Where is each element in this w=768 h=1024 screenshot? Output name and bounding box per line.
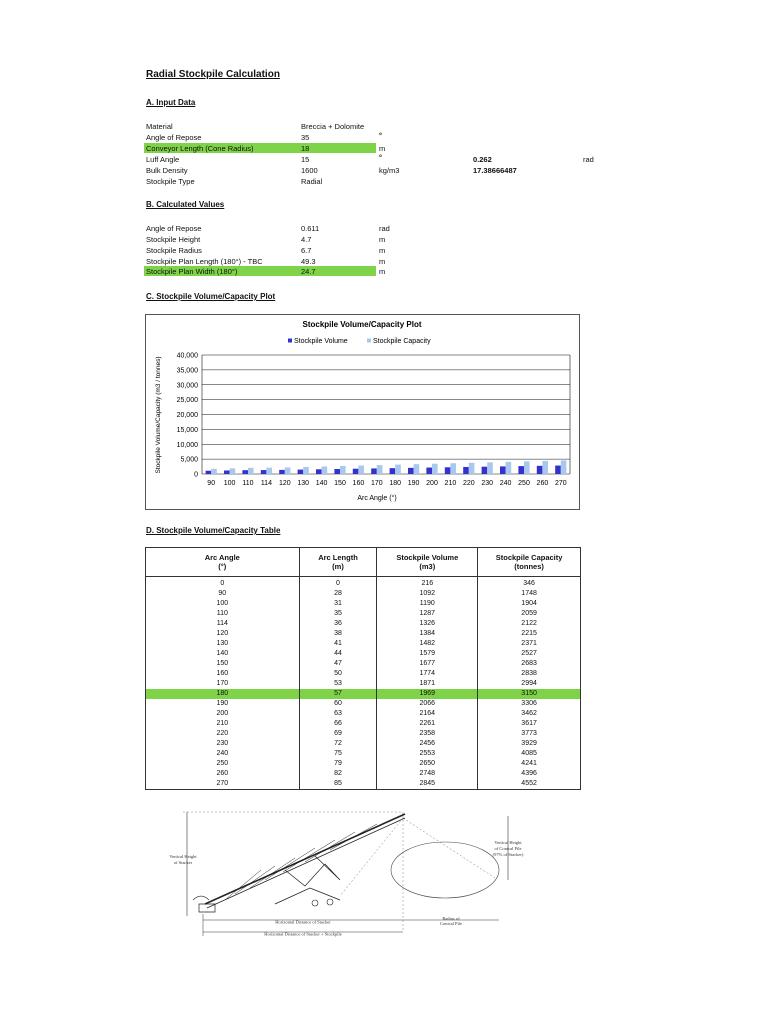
calc-label: Stockpile Radius [146,246,202,255]
table-cell: 1969 [377,689,478,699]
section-c-heading: C. Stockpile Volume/Capacity Plot [146,292,276,301]
header-stockpile-capacity [478,548,581,577]
calc-value: 49.3 [301,257,316,266]
legend-label-volume: Stockpile Volume [294,338,348,345]
table-row [146,669,581,679]
chart-x-axis-label: Arc Angle (°) [357,495,397,502]
header-arc-length [299,548,377,577]
bulk-density-extra-value: 17.38666487 [473,166,517,175]
table-cell: 38 [299,629,377,639]
chart-x-tick-label: 110 [242,480,254,487]
table-cell: 3617 [478,719,581,729]
table-row [146,729,581,739]
table-cell: 114 [146,619,300,629]
chart-x-tick-label: 114 [260,480,272,487]
table-cell: 3150 [478,689,581,699]
table-row [146,739,581,749]
chart-x-tick-label: 100 [223,480,236,487]
input-unit: kg/m3 [379,166,400,175]
section-b-heading: B. Calculated Values [146,200,225,209]
bar-stockpile-capacity [487,462,493,474]
label-horizontal-total: Horizontal Distance of Stacker + Stockpile [264,931,342,937]
input-value: 18 [301,144,310,153]
stacker-diagram [165,808,535,944]
chart-x-tick-label: 220 [462,480,475,487]
table-row [146,769,581,779]
chart-x-tick-label: 230 [481,480,494,487]
table-cell: 1579 [377,649,478,659]
chart-x-tick-label: 200 [426,480,438,487]
table-cell: 2215 [478,629,581,639]
chart-x-tick-label: 240 [499,480,512,487]
table-cell: 2527 [478,649,581,659]
bar-stockpile-capacity [211,469,217,474]
pile-right-edge [403,818,495,878]
table-cell: 2122 [478,619,581,629]
chart-x-tick-label: 250 [518,480,530,487]
table-row [146,699,581,709]
input-value: 15 [301,155,310,164]
chart-x-tick-label: 170 [370,480,383,487]
calc-value: 6.7 [301,246,312,255]
table-cell: 250 [146,759,300,769]
chart-y-tick-label: 20,000 [176,412,198,419]
table-cell: 50 [299,669,377,679]
calc-label: Stockpile Plan Length (180°) - TBC [146,257,263,266]
label-radius: Conical Pile [439,921,463,926]
label-radius: Radius of [442,916,460,921]
calc-value: 0.611 [301,224,320,233]
table-cell: 57 [299,689,377,699]
table-cell: 210 [146,719,300,729]
table-cell: 1774 [377,669,478,679]
bar-stockpile-capacity [358,466,364,474]
legend-swatch-capacity [367,339,371,343]
label-pile-height: Vertical Height [494,840,522,845]
table-cell: 160 [146,669,300,679]
table-cell: 190 [146,699,300,709]
input-label: Stockpile Type [146,177,195,186]
table-cell: 72 [299,739,377,749]
table-row [146,599,581,609]
table-cell: 3929 [478,739,581,749]
bar-stockpile-capacity [414,464,420,474]
bar-stockpile-volume [224,470,230,474]
table-cell: 2164 [377,709,478,719]
input-label: Conveyor Length (Cone Radius) [146,144,254,153]
input-unit: ° [379,153,382,162]
calc-label: Stockpile Height [146,235,201,244]
table-row [146,577,581,590]
table-cell: 2683 [478,659,581,669]
table-cell: 1384 [377,629,478,639]
bar-stockpile-capacity [377,465,383,474]
chart-x-tick-label: 90 [207,480,216,487]
table-cell: 2456 [377,739,478,749]
table-cell: 36 [299,619,377,629]
chart-legend [288,338,431,345]
table-cell: 0 [299,577,377,590]
table-cell: 2066 [377,699,478,709]
table-cell: 1871 [377,679,478,689]
page-title: Radial Stockpile Calculation [146,69,280,80]
table-cell: 260 [146,769,300,779]
bar-stockpile-capacity [450,463,456,474]
chart-y-axis-label: Stockpile Volume/Capacity (m3 / tonnes) [155,356,162,474]
table-cell: 2261 [377,719,478,729]
table-cell: 100 [146,599,300,609]
table-cell: 90 [146,589,300,599]
chart-svg [146,315,579,509]
table-row [146,679,581,689]
table-cell: 3306 [478,699,581,709]
table-cell: 2059 [478,609,581,619]
table-row [146,619,581,629]
header-stockpile-volume [377,548,478,577]
table-cell: 2994 [478,679,581,689]
bar-stockpile-capacity [469,463,475,474]
table-cell: 44 [299,649,377,659]
calc-unit: m [379,235,386,244]
chart-x-tick-label: 120 [278,480,291,487]
table-row [146,649,581,659]
table-cell: 2371 [478,639,581,649]
header-line: Stockpile Capacity [495,553,563,562]
table-cell: 63 [299,709,377,719]
chart-title: Stockpile Volume/Capacity Plot [302,320,422,329]
input-value: Breccia + Dolomite [301,122,365,131]
table-cell: 1092 [377,589,478,599]
input-label: Material [146,122,173,131]
chart-y-tick-label: 40,000 [176,352,198,360]
chart-y-tick-label: 35,000 [176,367,198,375]
input-value: 35 [301,133,310,142]
table-cell: 79 [299,759,377,769]
table-cell: 346 [478,577,581,590]
label-horizontal-stacker: Horizontal Distance of Stacker [275,919,331,925]
input-value: 1600 [301,166,318,175]
table-row [146,689,581,699]
table-cell: 216 [377,577,478,590]
bar-stockpile-capacity [432,464,438,474]
bar-stockpile-volume [206,471,212,474]
table-cell: 120 [146,629,300,639]
table-cell: 130 [146,639,300,649]
header-line: Stockpile Volume [396,553,459,562]
calc-label: Angle of Repose [146,224,202,233]
table-cell: 110 [146,609,300,619]
table-cell: 28 [299,589,377,599]
table-cell: 180 [146,689,300,699]
table-header-row [146,548,581,577]
bar-stockpile-volume [463,467,469,474]
table-cell: 150 [146,659,300,669]
bar-stockpile-capacity [506,462,512,474]
table-cell: 4396 [478,769,581,779]
table-row [146,709,581,719]
bar-stockpile-volume [555,466,561,474]
bar-stockpile-capacity [266,468,272,474]
table-cell: 2553 [377,749,478,759]
bar-stockpile-volume [353,469,359,474]
header-line: (°) [218,562,227,571]
table-row [146,719,581,729]
chart-x-ticks [207,480,566,487]
legend-swatch-volume [288,339,292,343]
volume-capacity-table [145,547,581,790]
table-row [146,609,581,619]
calc-unit: m [379,267,386,276]
chart-y-tick-label: 10,000 [176,441,198,449]
chart-x-tick-label: 140 [315,480,328,487]
calc-unit: m [379,246,386,255]
bar-stockpile-volume [445,467,451,474]
table-cell: 1748 [478,589,581,599]
bar-stockpile-volume [537,466,543,474]
section-a-heading: A. Input Data [146,98,196,107]
input-label: Bulk Density [146,166,188,175]
bar-stockpile-volume [482,467,488,474]
table-cell: 1904 [478,599,581,609]
label-pile-height: of Conical Pile [494,846,522,851]
luff-angle-rad-value: 0.262 [473,155,492,164]
table-cell: 2845 [377,779,478,790]
table-cell: 2358 [377,729,478,739]
table-cell: 0 [146,577,300,590]
table-cell: 4241 [478,759,581,769]
table-cell: 53 [299,679,377,689]
table-cell: 1326 [377,619,478,629]
table-row [146,589,581,599]
table-row [146,629,581,639]
header-line: (m3) [419,562,436,571]
section-d-heading: D. Stockpile Volume/Capacity Table [146,526,281,535]
bar-stockpile-volume [518,466,524,474]
chart-gridlines [202,355,570,474]
chart-x-tick-label: 190 [407,480,420,487]
table-cell: 2838 [478,669,581,679]
table-cell: 2748 [377,769,478,779]
bar-stockpile-volume [390,468,396,474]
input-unit: m [379,144,386,153]
calc-unit: rad [379,224,390,233]
table-cell: 1677 [377,659,478,669]
luff-angle-rad-unit: rad [583,155,594,164]
table-cell: 4552 [478,779,581,790]
chart-y-tick-label: 30,000 [176,382,198,390]
table-cell: 140 [146,649,300,659]
table-row [146,659,581,669]
table-cell: 2650 [377,759,478,769]
table-cell: 170 [146,679,300,689]
table-row [146,759,581,769]
table-cell: 1482 [377,639,478,649]
bar-stockpile-capacity [303,467,309,474]
input-label: Luff Angle [146,155,180,164]
header-line: Arc Angle [204,553,240,562]
bar-stockpile-capacity [561,460,567,474]
chart-y-tick-label: 0 [194,471,198,479]
table-body [146,577,581,790]
chart-y-ticks [177,353,199,479]
label-vertical-height: Vertical Height [169,854,197,859]
bar-stockpile-capacity [524,461,530,474]
table-cell: 240 [146,749,300,759]
calc-value: 4.7 [301,235,312,244]
table-cell: 66 [299,719,377,729]
table-cell: 75 [299,749,377,759]
header-line: Arc Length [318,553,358,562]
stacker-conveyor [193,814,405,912]
chart-x-tick-label: 160 [352,480,365,487]
table-row [146,779,581,790]
calc-unit: m [379,257,386,266]
label-pile-height: (97% of Stacker) [492,852,524,857]
table-cell: 85 [299,779,377,790]
bar-stockpile-volume [500,466,506,474]
chart-y-tick-label: 5,000 [180,456,198,464]
bar-stockpile-volume [316,469,322,474]
table-cell: 4085 [478,749,581,759]
bar-stockpile-capacity [542,461,548,474]
chart-x-tick-label: 270 [554,480,567,487]
bar-stockpile-volume [426,468,432,474]
volume-capacity-chart [145,314,580,510]
chart-x-tick-label: 260 [536,480,549,487]
header-arc-angle [146,548,300,577]
table-row [146,749,581,759]
table-cell: 1287 [377,609,478,619]
calc-value: 24.7 [301,267,316,276]
bar-stockpile-capacity [230,468,236,474]
chart-y-tick-label: 25,000 [176,397,198,405]
bar-stockpile-volume [298,470,304,474]
bar-stockpile-capacity [322,466,328,474]
table-cell: 270 [146,779,300,790]
input-value: Radial [301,177,323,186]
table-row [146,639,581,649]
table-cell: 60 [299,699,377,709]
bar-stockpile-volume [279,470,285,474]
legend-label-capacity: Stockpile Capacity [373,338,431,345]
table-cell: 31 [299,599,377,609]
table-cell: 3462 [478,709,581,719]
conical-pile-base [391,842,499,898]
table-cell: 69 [299,729,377,739]
table-cell: 47 [299,659,377,669]
bar-stockpile-capacity [340,466,346,474]
bar-stockpile-volume [408,468,414,474]
chart-x-tick-label: 180 [389,480,402,487]
input-unit: ° [379,131,382,140]
bar-stockpile-volume [261,470,267,474]
table-cell: 35 [299,609,377,619]
table-cell: 200 [146,709,300,719]
bar-stockpile-capacity [248,468,254,474]
chart-x-tick-label: 210 [444,480,457,487]
label-vertical-height: of Stacker [173,860,193,865]
table-cell: 230 [146,739,300,749]
bar-stockpile-volume [334,469,340,474]
calc-label: Stockpile Plan Width (180°) [146,267,238,276]
bar-stockpile-capacity [395,465,401,474]
chart-bars [206,460,567,474]
chart-y-tick-label: 15,000 [176,426,198,434]
table-cell: 41 [299,639,377,649]
table-cell: 3773 [478,729,581,739]
table-cell: 1190 [377,599,478,609]
chart-x-tick-label: 150 [334,480,346,487]
header-line: (tonnes) [514,562,544,571]
header-line: (m) [332,562,344,571]
input-label: Angle of Repose [146,133,202,142]
bar-stockpile-volume [371,468,377,474]
bar-stockpile-volume [242,470,248,474]
table-cell: 220 [146,729,300,739]
table-cell: 82 [299,769,377,779]
bar-stockpile-capacity [285,467,291,474]
chart-x-tick-label: 130 [297,480,310,487]
